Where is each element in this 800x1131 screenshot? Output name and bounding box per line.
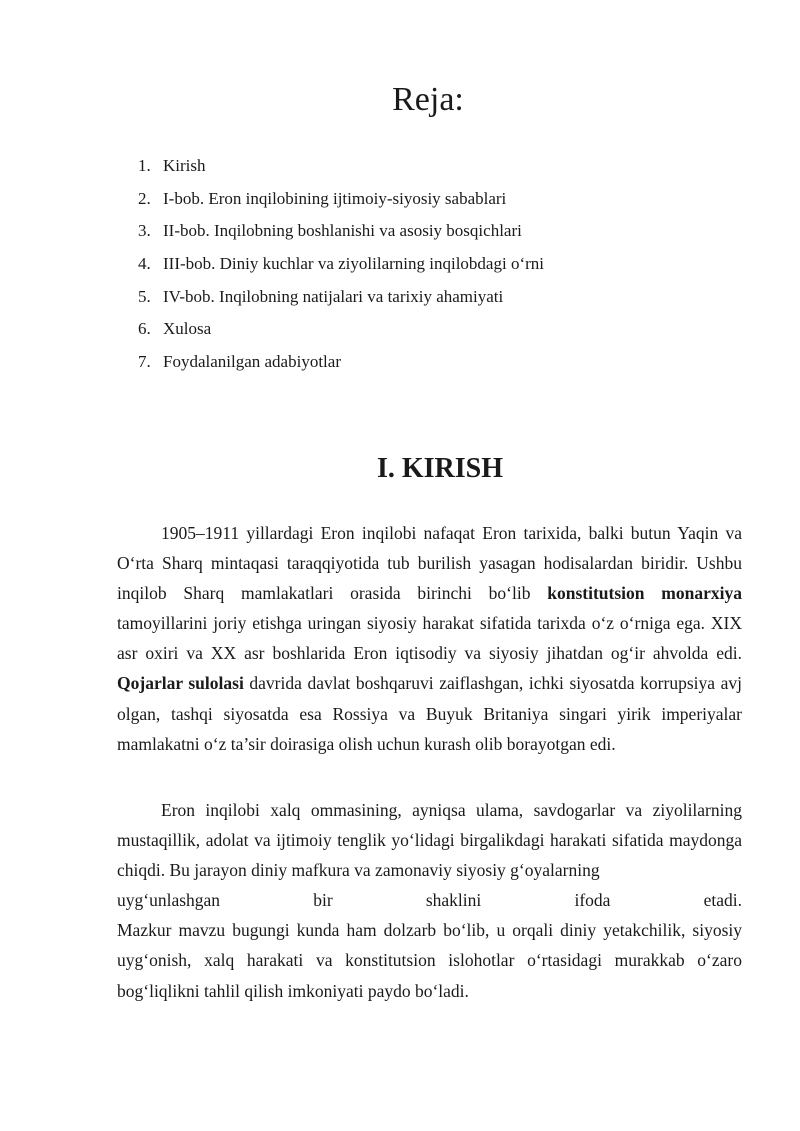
plan-item-label: IV-bob. Inqilobning natijalari va tarixiy ahamiyati	[163, 286, 504, 306]
paragraph-text: tamoyillarini joriy etishga uringan siyosiy harakat sifatida tarixda o‘z o‘rniga ega. XIX asr oxiri va XX asr boshlarida Eron iqtisodiy va siyosiy jihatdan og‘ir ahvolda edi.	[117, 613, 742, 664]
plan-item-number: 1.	[138, 156, 151, 175]
plan-item-label: Foydalanilgan adabiyotlar	[163, 352, 341, 372]
plan-item-number: 7.	[138, 352, 151, 372]
plan-item	[138, 155, 544, 188]
section-title: I. KIRISH	[376, 453, 504, 484]
plan-item	[138, 351, 544, 384]
paragraph-text: Eron inqilobi xalq ommasining, ayniqsa ulama, savdogarlar va ziyolilarning mustaqillik, adolat va ijtimoiy tenglik yo‘lidagi birgalikdagi harakati sifatida maydonga chiqdi. Bu jarayon diniy mafkura va zamonaviy siyosiy g‘oyalarning	[117, 800, 742, 881]
plan-item	[138, 253, 544, 286]
plan-item	[138, 286, 544, 319]
plan-item	[138, 188, 544, 221]
paragraph-text: uyg‘unlashgan bir shaklini ifoda etadi.	[117, 890, 742, 911]
bold-term: Qojarlar sulolasi	[117, 673, 244, 694]
plan-title: Reja:	[392, 81, 464, 118]
plan-item	[138, 318, 544, 351]
plan-item-number: 5.	[138, 286, 151, 306]
plan-item-number: 4.	[138, 254, 151, 274]
paragraph-text: davrida davlat boshqaruvi zaiflashgan, ichki siyosatda korrupsiya avj olgan, tashqi siyosatda esa Rossiya va Buyuk Britaniya singari yirik imperiyalar mamlakatni o‘z ta’sir doirasiga olish uchun kurash olib borayotgan edi.	[117, 673, 742, 754]
plan-item-label: Kirish	[163, 156, 206, 175]
plan-item-label: III-bob. Diniy kuchlar va ziyolilarning inqilobdagi o‘rni	[163, 254, 544, 274]
intro-paragraph-1	[117, 518, 742, 759]
plan-item-label: I-bob. Eron inqilobining ijtimoiy-siyosiy sabablari	[163, 188, 507, 208]
plan-item	[138, 220, 544, 253]
plan-item-number: 3.	[138, 221, 151, 241]
plan-item-label: II-bob. Inqilobning boshlanishi va asosiy bosqichlari	[163, 221, 522, 241]
plan-item-number: 2.	[138, 188, 151, 208]
bold-term: konstitutsion monarxiya	[547, 583, 742, 604]
paragraph-text: Mazkur mavzu bugungi kunda ham dolzarb bo‘lib, u orqali diniy yetakchilik, siyosiy uyg‘onish, xalq harakati va konstitutsion islohotlar o‘rtasidagi murakkab o‘zaro bog‘liqlikni tahlil qilish imkoniyati paydo bo‘ladi.	[117, 920, 742, 1001]
intro-paragraph-2	[117, 795, 742, 1006]
plan-list	[138, 155, 544, 384]
paragraph-text: 1905–1911 yillardagi Eron inqilobi nafaqat Eron tarixida, balki butun Yaqin va O‘rta Sharq mintaqasi taraqqiyotida tub burilish yasagan hodisalardan biridir. Ushbu inqilob Sharq mamlakatlari orasida birinchi bo‘lib	[117, 523, 742, 604]
plan-item-number: 6.	[138, 319, 151, 339]
plan-item-label: Xulosa	[163, 319, 212, 339]
